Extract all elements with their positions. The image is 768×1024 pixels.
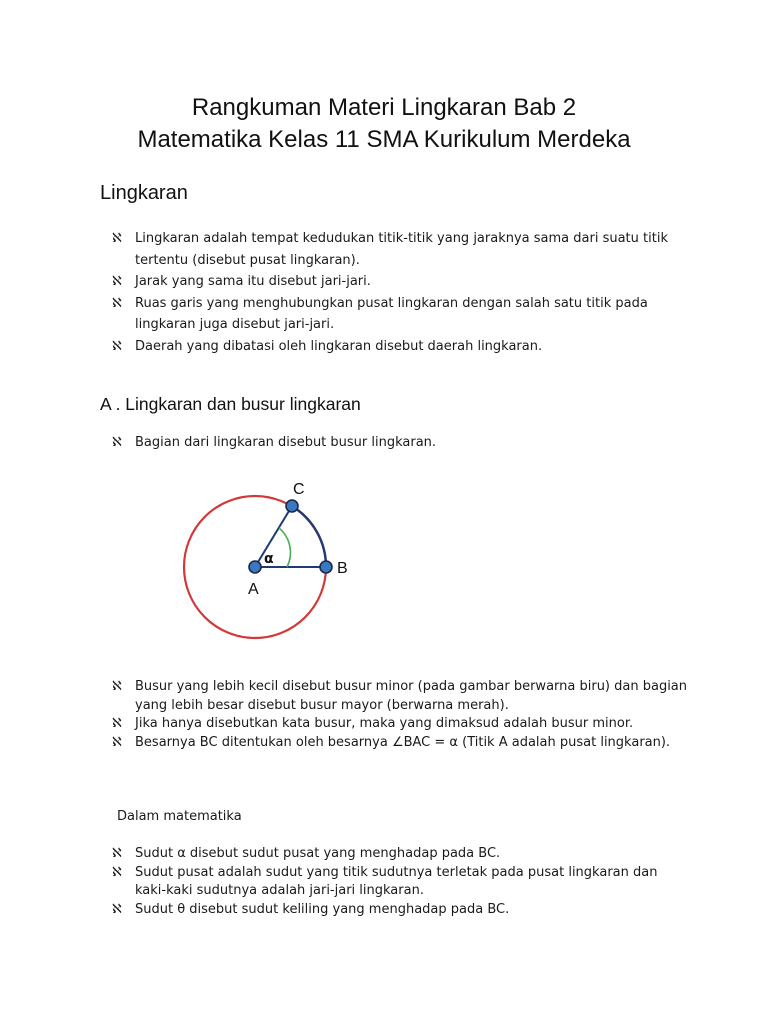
page-title	[0, 92, 768, 156]
list-item-text: Besarnya BC ditentukan oleh besarnya ∠BAC = α (Titik A adalah pusat lingkaran).	[135, 734, 671, 750]
list-item	[112, 864, 692, 901]
section-heading-busur: A . Lingkaran dan busur lingkaran	[100, 394, 361, 414]
angle-alpha-mark	[279, 528, 290, 567]
list-item	[112, 271, 692, 293]
bullet-icon: ℵ	[112, 274, 122, 289]
bullet-icon: ℵ	[112, 716, 122, 731]
list-item	[112, 715, 692, 734]
bullet-icon: ℵ	[112, 231, 122, 246]
list-item	[112, 901, 692, 920]
list-item	[112, 336, 692, 358]
list-item	[112, 228, 692, 271]
bullet-icon: ℵ	[112, 734, 122, 750]
list-item-text: Sudut pusat adalah sudut yang titik sudutnya terletak pada pusat lingkaran dan kaki-kaki sudutnya adalah jari-jari lingkaran.	[135, 864, 658, 898]
list-item-text: Daerah yang dibatasi oleh lingkaran disebut daerah lingkaran.	[135, 338, 543, 354]
bullet-icon: ℵ	[112, 338, 122, 354]
bullet-icon: ℵ	[112, 901, 122, 917]
lingkaran-definition-list	[112, 228, 692, 357]
list-item-text: Sudut θ disebut sudut keliling yang menghadap pada BC.	[135, 901, 510, 917]
list-item-text: Jika hanya disebutkan kata busur, maka yang dimaksud adalah busur minor.	[135, 716, 634, 731]
section-heading-lingkaran: Lingkaran	[100, 182, 188, 204]
list-item-text: Bagian dari lingkaran disebut busur lingkaran.	[135, 435, 437, 450]
label-c: C	[293, 481, 305, 498]
list-item	[112, 845, 692, 864]
busur-detail-list	[112, 678, 692, 752]
list-item-text: Ruas garis yang menghubungkan pusat lingkaran dengan salah satu titik pada lingkaran juga disebut jari-jari.	[135, 295, 648, 332]
dalam-matematika-text: Dalam matematika	[117, 809, 242, 824]
list-item	[112, 678, 692, 715]
bullet-icon: ℵ	[112, 864, 122, 880]
list-item	[112, 434, 692, 453]
list-item	[112, 293, 692, 336]
point-b	[320, 561, 332, 573]
list-item-text: Lingkaran adalah tempat kedudukan titik-titik yang jaraknya sama dari suatu titik tertentu (disebut pusat lingkaran).	[135, 231, 668, 268]
minor-arc	[292, 506, 326, 567]
list-item-text: Busur yang lebih kecil disebut busur minor (pada gambar berwarna biru) dan bagian yang lebih besar disebut busur mayor (berwarna merah).	[135, 679, 688, 713]
list-item	[112, 734, 692, 753]
bullet-icon: ℵ	[112, 435, 122, 450]
label-alpha: α	[264, 551, 274, 567]
list-item-text: Jarak yang sama itu disebut jari-jari.	[135, 274, 371, 289]
bullet-icon: ℵ	[112, 295, 122, 311]
title-line-1: Rangkuman Materi Lingkaran Bab 2	[191, 94, 577, 121]
busur-intro-list	[112, 434, 692, 453]
label-a: A	[248, 581, 259, 598]
point-a	[249, 561, 261, 573]
bullet-icon: ℵ	[112, 846, 122, 861]
label-b: B	[337, 560, 348, 577]
title-line-2: Matematika Kelas 11 SMA Kurikulum Merdeka	[137, 126, 631, 153]
point-c	[286, 500, 298, 512]
list-item-text: Sudut α disebut sudut pusat yang menghadap pada BC.	[135, 846, 501, 861]
circle-arc-diagram	[138, 464, 388, 658]
sudut-list	[112, 845, 692, 919]
bullet-icon: ℵ	[112, 679, 122, 694]
